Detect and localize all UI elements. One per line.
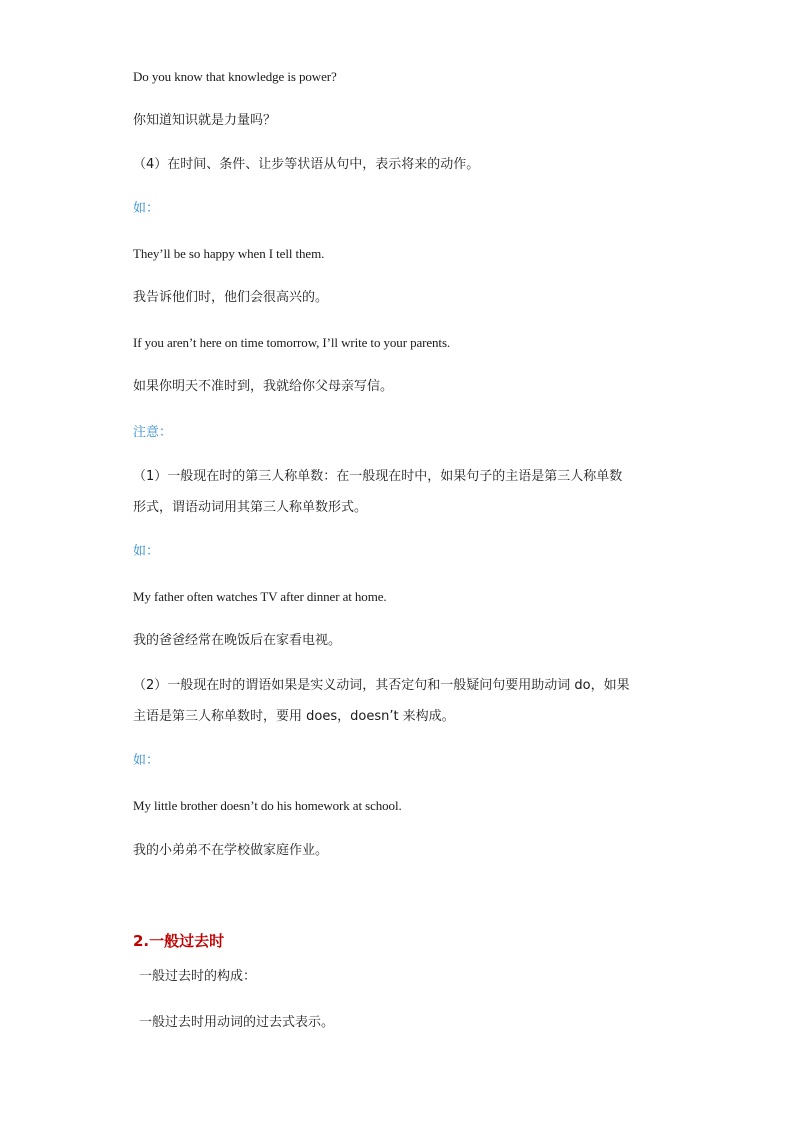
example-sentence-en: They’ll be so happy when I tell them.	[133, 246, 325, 261]
note-item-1-continued: 形式，谓语动词用其第三人称单数形式。	[133, 500, 368, 515]
note-item-2: （2）一般现在时的谓语如果是实义动词，其否定句和一般疑问句要用助动词 do，如果	[133, 678, 630, 693]
example-sentence-zh: 我告诉他们时，他们会很高兴的。	[133, 290, 329, 305]
example-sentence-zh: 我的小弟弟不在学校做家庭作业。	[133, 843, 329, 858]
section-heading: 2.一般过去时	[133, 932, 225, 950]
section-body: 一般过去时用动词的过去式表示。	[139, 1015, 335, 1030]
note-item-2-continued: 主语是第三人称单数时，要用 does，doesn’t 来构成。	[133, 709, 455, 724]
note-item-1: （1）一般现在时的第三人称单数：在一般现在时中，如果句子的主语是第三人称单数	[133, 469, 623, 484]
example-label: 如：	[133, 753, 160, 768]
example-sentence-zh: 你知道知识就是力量吗？	[133, 113, 277, 128]
rule-item-4: （4）在时间、条件、让步等状语从句中，表示将来的动作。	[133, 157, 480, 172]
example-label: 如：	[133, 201, 160, 216]
note-label: 注意：	[133, 425, 173, 440]
section-subheading: 一般过去时的构成：	[139, 969, 257, 984]
example-sentence-en: My father often watches TV after dinner at home.	[133, 589, 387, 604]
example-label: 如：	[133, 544, 160, 559]
example-sentence-en: If you aren’t here on time tomorrow, I’ll write to your parents.	[133, 335, 451, 350]
example-sentence-en: My little brother doesn’t do his homework at school.	[133, 798, 402, 813]
example-sentence-en: Do you know that knowledge is power?	[133, 69, 337, 84]
example-sentence-zh: 如果你明天不准时到，我就给你父母亲写信。	[133, 379, 394, 394]
example-sentence-zh: 我的爸爸经常在晚饭后在家看电视。	[133, 633, 342, 648]
